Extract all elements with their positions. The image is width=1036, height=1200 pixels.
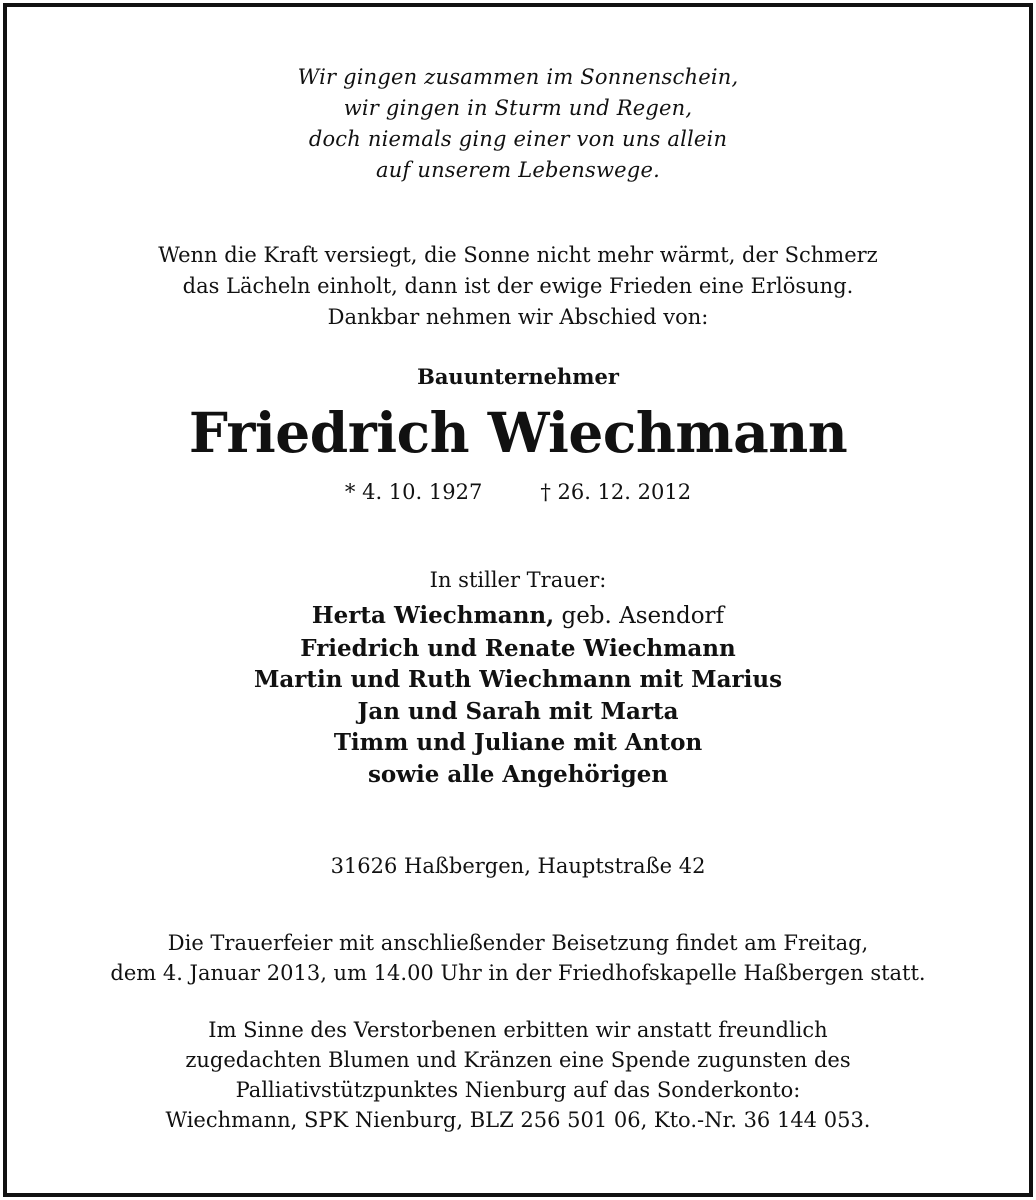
intro-line: Dankbar nehmen wir Abschied von: bbox=[327, 305, 709, 329]
poem-line: auf unserem Lebenswege. bbox=[376, 158, 660, 182]
family-address: 31626 Haßbergen, Hauptstraße 42 bbox=[330, 854, 706, 878]
deceased-name: Friedrich Wiechmann bbox=[188, 400, 848, 465]
donation-line: Im Sinne des Verstorbenen erbitten wir anstatt freundlich bbox=[208, 1018, 828, 1042]
mourner-line: Timm und Juliane mit Anton bbox=[333, 729, 703, 756]
mourner-maiden-name: geb. Asendorf bbox=[554, 603, 725, 629]
mourner-line: Friedrich und Renate Wiechmann bbox=[300, 634, 736, 662]
mourner-line: sowie alle Angehörigen bbox=[367, 760, 669, 788]
poem-line: wir gingen in Sturm und Regen, bbox=[343, 96, 693, 120]
death-date: † 26. 12. 2012 bbox=[540, 480, 692, 504]
poem-line: doch niemals ging einer von uns allein bbox=[308, 127, 728, 151]
mourners-list bbox=[0, 600, 1036, 790]
deceased-title: Bauunternehmer bbox=[417, 364, 619, 389]
funeral-service-info bbox=[0, 928, 1036, 988]
intro-text bbox=[0, 240, 1036, 333]
donation-request bbox=[0, 1015, 1036, 1135]
intro-line: Wenn die Kraft versiegt, die Sonne nicht mehr wärmt, der Schmerz bbox=[158, 243, 878, 267]
donation-line: Palliativstützpunktes Nienburg auf das Sonderkonto: bbox=[235, 1078, 801, 1102]
birth-date: * 4. 10. 1927 bbox=[344, 480, 483, 504]
poem-line: Wir gingen zusammen im Sonnenschein, bbox=[297, 65, 739, 89]
mourner-name: Herta Wiechmann, bbox=[311, 602, 555, 629]
mourner-line: Jan und Sarah mit Marta bbox=[357, 697, 679, 725]
poem bbox=[0, 62, 1036, 186]
service-line: Die Trauerfeier mit anschließender Beisetzung findet am Freitag, bbox=[167, 931, 869, 955]
service-line: dem 4. Januar 2013, um 14.00 Uhr in der Friedhofskapelle Haßbergen statt. bbox=[110, 961, 926, 985]
life-dates bbox=[0, 478, 1036, 506]
mourner-line bbox=[0, 600, 1036, 633]
mourners-label: In stiller Trauer: bbox=[429, 568, 607, 592]
mourner-line: Martin und Ruth Wiechmann mit Marius bbox=[253, 666, 783, 693]
donation-line: Wiechmann, SPK Nienburg, BLZ 256 501 06, Kto.-Nr. 36 144 053. bbox=[165, 1108, 871, 1132]
intro-line: das Lächeln einholt, dann ist der ewige Frieden eine Erlösung. bbox=[182, 274, 854, 298]
donation-line: zugedachten Blumen und Kränzen eine Spende zugunsten des bbox=[185, 1048, 851, 1072]
